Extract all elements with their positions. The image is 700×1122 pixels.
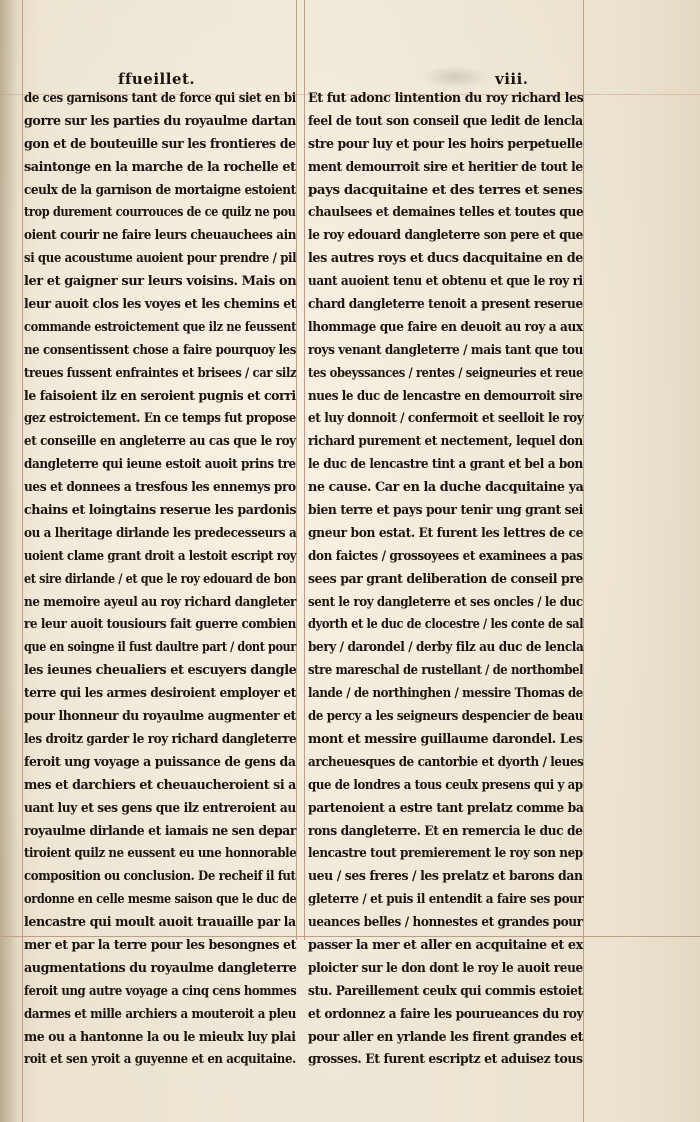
text-line: que en soingne il fust daultre part / dont pour [24,640,296,656]
text-line: richard purement et nectement, lequel don [308,434,583,450]
text-line: ordonne en celle mesme saison que le duc de [24,892,297,908]
text-line: pour lhonneur du royaulme augmenter et [24,709,296,725]
text-line: ler et gaigner sur leurs voisins. Mais on [24,274,297,290]
ink-bleed-stain [420,66,490,88]
text-line: dyorth et le duc de clocestre / les conte de sal [308,617,584,633]
text-line: le faisoient ilz en seroient pugnis et corri [24,388,296,404]
text-line: feroit ung autre voyage a cinq cens hommes [24,983,297,999]
text-line: uant auoient tenu et obtenu et que le roy ri [308,274,583,290]
text-line: grosses. Et furent escriptz et aduisez tous [308,1052,583,1068]
text-line: ues et donnees a tresfous les ennemys pro [24,480,296,496]
gutter-shadow [0,0,18,1122]
text-line: ueu / ses freres / les prelatz et barons dan [308,869,583,885]
ruling-line-left-margin [22,0,23,1122]
text-line: tes obeyssances / rentes / seigneuries et reue [308,365,583,381]
text-line: pays dacquitaine et des terres et senes [308,182,583,198]
text-line: lencastre tout premierement le roy son nep [308,846,583,862]
text-line: composition ou conclusion. De recheif il fut [24,869,296,885]
text-line: ne cause. Car en la duche dacquitaine ya [308,480,584,496]
ruling-line-right-margin [583,0,584,1122]
text-line: roys venant dangleterre / mais tant que tou [308,342,583,358]
text-line: augmentations du royaulme dangleterre [24,960,297,976]
text-line: stre mareschal de rustellant / de northombel [308,663,584,679]
text-line: darmes et mille archiers a mouteroit a pleu [24,1006,296,1022]
text-line: chaulsees et demaines telles et toutes que [308,205,584,221]
text-line: ne consentissent chose a faire pourquoy les [24,342,296,358]
text-line: ou a lheritage dirlande les predecesseurs a [24,525,297,541]
text-line: tiroient quilz ne eussent eu une honnorable [24,846,297,862]
text-line: nues le duc de lencastre en demourroit sire [308,388,583,404]
text-line: leur auoit clos les voyes et les chemins et [24,297,297,313]
text-line: ment demourroit sire et heritier de tout le [308,159,583,175]
text-line: chains et loingtains reserue les pardonis [24,503,297,519]
text-line: treues fussent enfraintes et brisees / car silz [24,365,297,381]
text-line: rons dangleterre. Et en remercia le duc de [308,823,583,839]
text-line: bien terre et pays pour tenir ung grant sei [308,503,583,519]
ruling-line-column-left [296,0,297,940]
text-line: mes et darchiers et cheuaucheroient si a [24,777,296,793]
text-line: dangleterre qui ieune estoit auoit prins tre [24,457,296,473]
folio-header-left: ffueillet. [118,70,196,88]
text-line: gleterre / et puis il entendit a faire ses pour [308,892,584,908]
text-line: et conseille en angleterre au cas que le roy [24,434,296,450]
text-line: les autres roys et ducs dacquitaine en de [308,251,583,267]
text-line: ploicter sur le don dont le roy le auoit reue [308,960,583,976]
text-line: feel de tout son conseil que ledit de lencla [308,113,583,129]
text-line: et ordonnez a faire les pourueances du roy [308,1006,584,1022]
text-line: commande estroictement que ilz ne feussent [24,319,296,335]
text-line: le duc de lencastre tint a grant et bel a bon [308,457,583,473]
text-line: stu. Pareillement ceulx qui commis estoiet [308,983,583,999]
folio-header-right: viii. [495,70,529,88]
text-line: re leur auoit tousiours fait guerre combien [24,617,296,633]
text-line: pour aller en yrlande les firent grandes et [308,1029,583,1045]
text-line: gon et de bouteuille sur les frontieres de [24,136,296,152]
text-line: oient courir ne faire leurs cheuauchees ain [24,228,296,244]
text-line: les ieunes cheualiers et escuyers dangle [24,663,297,679]
text-line: lencastre qui moult auoit trauaille par la [24,915,296,931]
text-line: partenoient a estre tant prelatz comme ba [308,800,584,816]
text-line: les droitz garder le roy richard dangleterre [24,731,297,747]
text-line: gneur bon estat. Et furent les lettres de ce [308,525,584,541]
text-line: sees par grant deliberation de conseil pre [308,571,584,587]
text-line: bery / darondel / derby filz au duc de lencla [308,640,584,656]
text-line: passer la mer et aller en acquitaine et ex [308,937,583,953]
text-line: don faictes / grossoyees et examinees a pas [308,548,583,564]
text-line: ueances belles / honnestes et grandes pour [308,915,583,931]
text-line: mont et messire guillaume darondel. Les [308,731,583,747]
text-line: de ces garnisons tant de force qui siet en bi [24,91,296,106]
text-line: et sire dirlande / et que le roy edouard de bon [24,571,297,587]
text-column-right [308,88,583,1072]
text-line: uoient clame grant droit a lestoit escript roy [24,548,297,564]
text-line: stre pour luy et pour les hoirs perpetuelle [308,136,583,152]
text-line: de percy a les seigneurs despencier de beau [308,709,583,725]
text-line: terre qui les armes desiroient employer et [24,686,297,702]
text-line: chard dangleterre tenoit a present reserue [308,297,583,313]
text-line: si que acoustume auoient pour prendre / pil [24,251,297,267]
text-line: me ou a hantonne la ou le mieulx luy plai [24,1029,296,1045]
text-line: gez estroictement. En ce temps fut propose [24,411,296,427]
text-line: sent le roy dangleterre et ses oncles / le duc [308,594,583,610]
text-line: uant luy et ses gens que ilz entreroient au [24,800,296,816]
text-line: le roy edouard dangleterre son pere et que [308,228,583,244]
text-line: lhommage que faire en deuoit au roy a aux [308,319,583,335]
text-line: et luy donnoit / confermoit et seelloit le roy [308,411,584,427]
text-line: trop durement courrouces de ce quilz ne pou [24,205,296,221]
text-line: gorre sur les parties du royaulme dartan [24,113,296,129]
text-line: roit et sen yroit a guyenne et en acquitaine. [24,1052,296,1068]
text-line: que de londres a tous ceulx presens qui y ap [308,777,583,793]
text-line: lande / de northinghen / messire Thomas de [308,686,583,702]
ruling-line-column-right [304,0,305,940]
text-line: ne memoire ayeul au roy richard dangleter [24,594,296,610]
text-line: archeuesques de cantorbie et dyorth / leues [308,754,584,770]
text-line: royaulme dirlande et iamais ne sen depar [24,823,297,839]
text-line: saintonge en la marche de la rochelle et [24,159,296,175]
text-line: Et fut adonc lintention du roy richard les [308,91,584,106]
text-line: mer et par la terre pour les besongnes et [24,937,296,953]
text-line: ceulx de la garnison de mortaigne estoient [24,182,296,198]
text-line: feroit ung voyage a puissance de gens da [24,754,296,770]
text-column-left [24,88,296,1072]
